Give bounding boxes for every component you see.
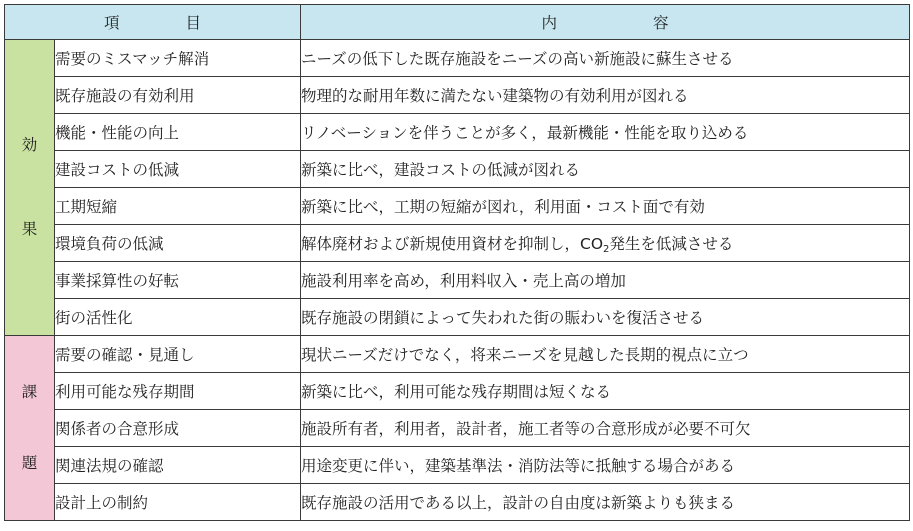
header-item-char: 項	[103, 14, 120, 32]
category-char: 課	[21, 382, 38, 401]
item-cell: 関係者の合意形成	[55, 410, 301, 447]
table-row	[5, 114, 910, 151]
item-cell: 工期短縮	[55, 188, 301, 225]
category-char: 効	[21, 136, 38, 154]
renovation-table	[4, 4, 910, 521]
item-cell: 利用可能な残存期間	[55, 373, 301, 410]
desc-cell: リノベーションを伴うことが多く，最新機能・性能を取り込める	[301, 114, 910, 151]
table-row	[5, 373, 910, 410]
table-row	[5, 40, 910, 77]
desc-cell: 新築に比べ，利用可能な残存期間は短くなる	[301, 373, 910, 410]
item-cell: 機能・性能の向上	[55, 114, 301, 151]
table-row	[5, 484, 910, 521]
item-cell: 環境負荷の低減	[55, 225, 301, 262]
desc-cell: 現状ニーズだけでなく，将来ニーズを見越した長期的視点に立つ	[301, 336, 910, 373]
desc-text-pre: 解体廃材および新規使用資材を抑制し，CO	[301, 234, 604, 253]
desc-cell: 物理的な耐用年数に満たない建築物の有効利用が図れる	[301, 77, 910, 114]
item-cell: 街の活性化	[55, 299, 301, 336]
item-cell: 建設コストの低減	[55, 151, 301, 188]
category-issues	[5, 336, 55, 521]
header-item	[5, 5, 301, 40]
desc-cell: 用途変更に伴い，建築基準法・消防法等に抵触する場合がある	[301, 447, 910, 484]
table-row	[5, 188, 910, 225]
item-cell: 設計上の制約	[55, 484, 301, 521]
desc-cell	[301, 225, 910, 262]
item-cell: 事業採算性の好転	[55, 262, 301, 299]
header-item-char: 目	[185, 14, 202, 32]
desc-cell: 新築に比べ，建設コストの低減が図れる	[301, 151, 910, 188]
header-content-char: 容	[653, 14, 669, 32]
desc-cell: 既存施設の閉鎖によって失われた街の賑わいを復活させる	[301, 299, 910, 336]
item-cell: 需要のミスマッチ解消	[55, 40, 301, 77]
desc-cell: 施設所有者，利用者，設計者，施工者等の合意形成が必要不可欠	[301, 410, 910, 447]
desc-cell: 既存施設の活用である以上，設計の自由度は新築よりも狭まる	[301, 484, 910, 521]
table-row	[5, 410, 910, 447]
header-content-char: 内	[541, 14, 557, 32]
desc-subscript: 2	[603, 243, 610, 255]
category-char: 題	[21, 454, 38, 472]
table-row	[5, 262, 910, 299]
table-row	[5, 336, 910, 373]
table-row	[5, 151, 910, 188]
table-row	[5, 225, 910, 262]
table-row	[5, 77, 910, 114]
desc-text-post: 発生を低減させる	[609, 234, 734, 253]
category-char: 果	[21, 219, 38, 238]
desc-cell: ニーズの低下した既存施設をニーズの高い新施設に蘇生させる	[301, 40, 910, 77]
item-cell: 需要の確認・見通し	[55, 336, 301, 373]
item-cell: 既存施設の有効利用	[55, 77, 301, 114]
desc-cell: 施設利用率を高め，利用料収入・売上高の増加	[301, 262, 910, 299]
table-header-row	[5, 5, 910, 40]
category-effects	[5, 40, 55, 336]
item-cell: 関連法規の確認	[55, 447, 301, 484]
table-row	[5, 299, 910, 336]
table-row	[5, 447, 910, 484]
header-content	[301, 5, 910, 40]
desc-cell: 新築に比べ，工期の短縮が図れ，利用面・コスト面で有効	[301, 188, 910, 225]
